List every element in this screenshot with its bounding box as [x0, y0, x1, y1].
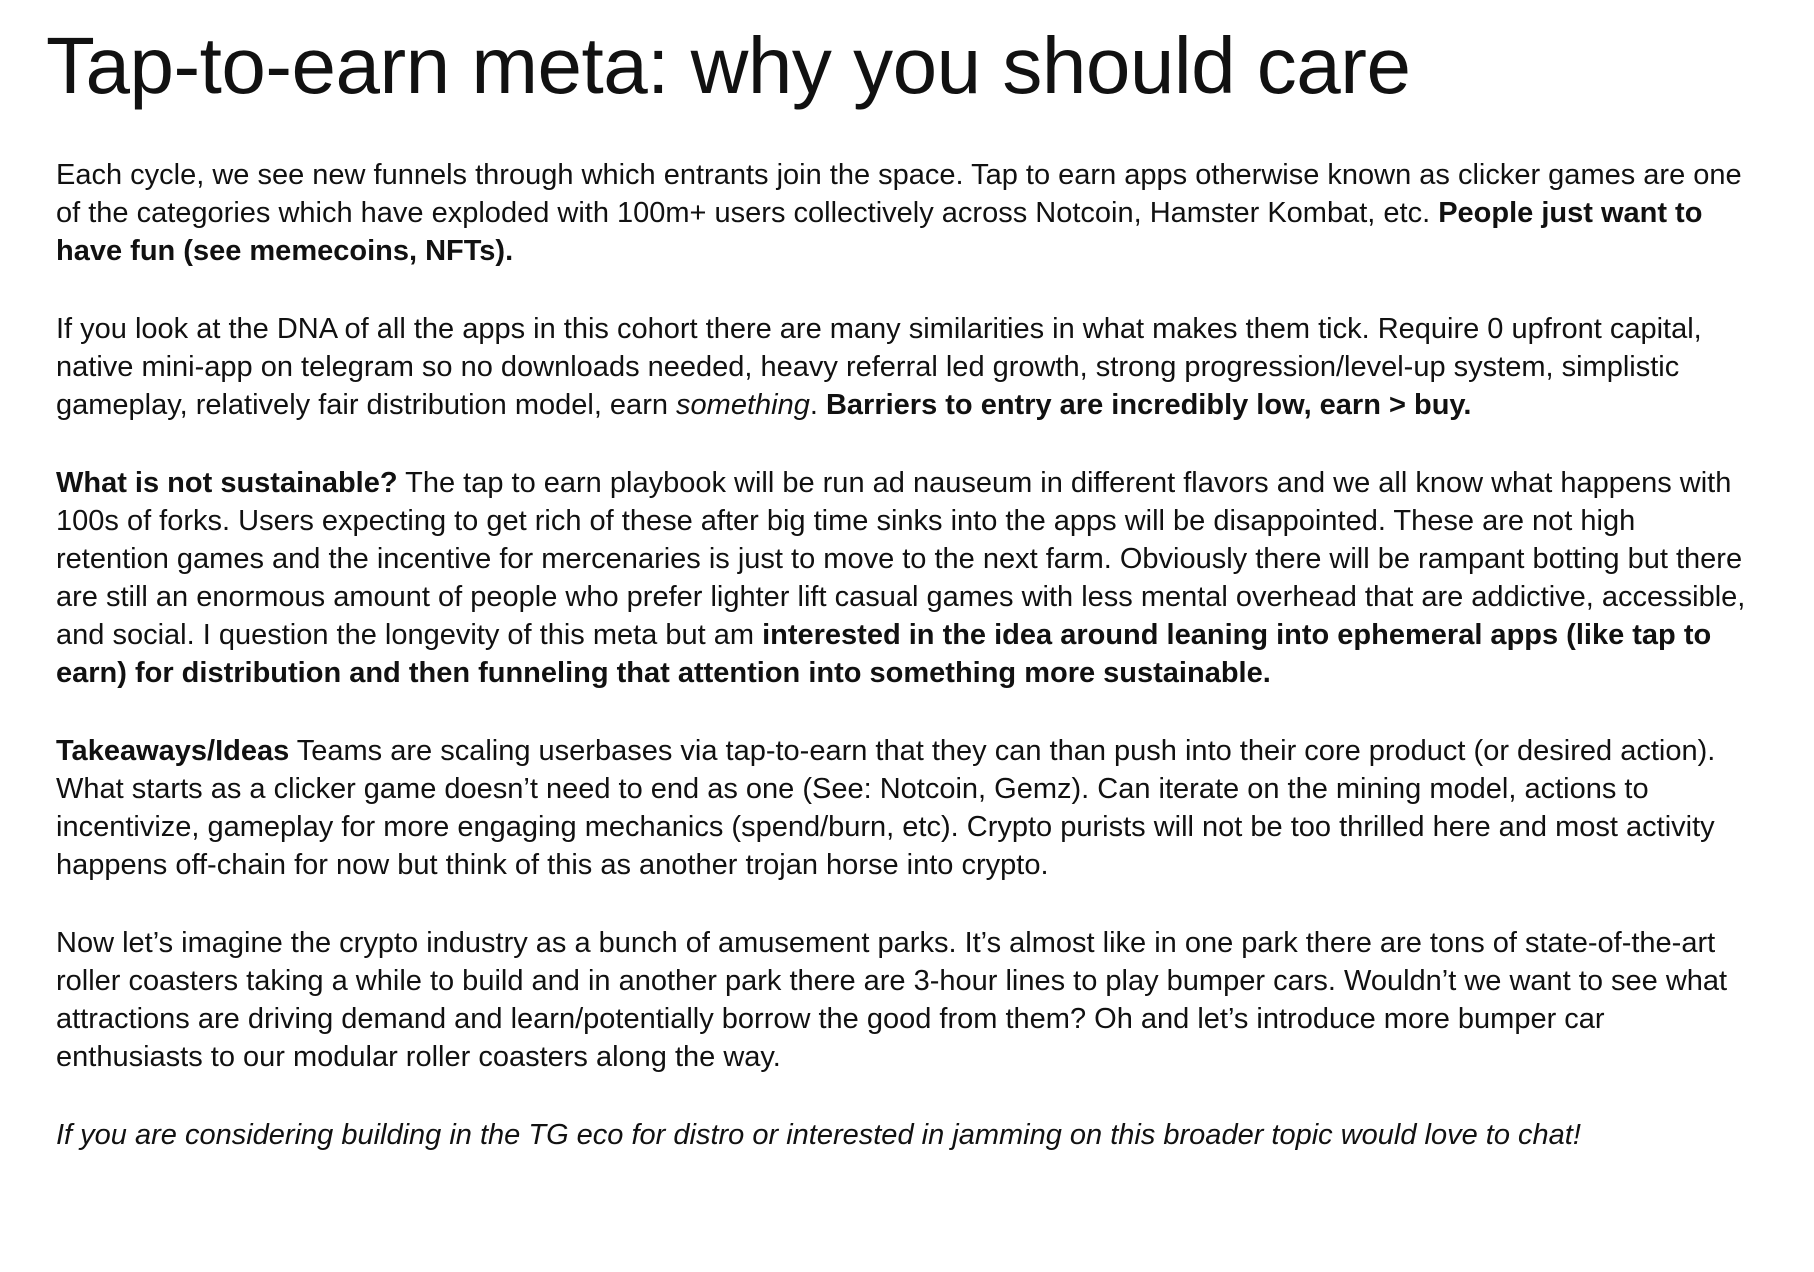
paragraph-intro — [56, 156, 1756, 270]
paragraph-dna-italic: something — [676, 389, 810, 421]
paragraph-dna-text-a: If you look at the DNA of all the apps in this cohort there are many similarities in what makes them tick. Require 0 upfront capital, native mini-app on telegram so no downloads needed, heavy referral led growth, strong progression/level-up system, simplistic gameplay, relatively fair distribution model, earn — [56, 313, 1702, 421]
slide-title: Tap-to-earn meta: why you should care — [46, 21, 1411, 110]
paragraph-sustainability — [56, 464, 1756, 692]
paragraph-sustainability-tail: interested in the idea around leaning into ephemeral apps (like tap to earn) for distribution and then funneling that attention into something more sustainable. — [56, 619, 1712, 689]
paragraph-call-to-action — [56, 1116, 1756, 1154]
paragraph-amusement-parks-text: Now let’s imagine the crypto industry as a bunch of amusement parks. It’s almost like in one park there are tons of state-of-the-art roller coasters taking a while to build and in another park there are 3-hour lines to play bumper cars. Wouldn’t we want to see what attractions are driving demand and learn/potentially borrow the good from them? Oh and let’s introduce more bumper car enthusiasts to our modular roller coasters along the way. — [56, 927, 1728, 1073]
paragraph-dna-bold: Barriers to entry are incredibly low, earn > buy. — [825, 389, 1472, 421]
paragraph-intro-bold: People just want to have fun (see memecoins, NFTs). — [56, 197, 1703, 267]
paragraph-takeaways-text: Teams are scaling userbases via tap-to-earn that they can than push into their core product (or desired action). What starts as a clicker game doesn’t need to end as one (See: Notcoin, Gemz). Can iterate on the mining model, actions to incentivize, gameplay for more engaging mechanics (spend/burn, etc). Crypto purists will not be too thrilled here and most activity happens off-chain for now but think of this as another trojan horse into crypto. — [56, 735, 1716, 881]
paragraph-call-to-action-italic: If you are considering building in the TG eco for distro or interested in jamming on this broader topic would love to chat! — [56, 1119, 1581, 1151]
slide-body — [56, 156, 1756, 1154]
paragraph-intro-text: Each cycle, we see new funnels through which entrants join the space. Tap to earn apps otherwise known as clicker games are one of the categories which have exploded with 100m+ users collectively across Notcoin, Hamster Kombat, etc. — [56, 159, 1742, 229]
paragraph-takeaways — [56, 732, 1756, 884]
paragraph-dna-text-b: . — [809, 389, 826, 421]
paragraph-sustainability-lead: What is not sustainable? — [56, 467, 398, 499]
paragraph-sustainability-text: The tap to earn playbook will be run ad nauseum in different flavors and we all know what happens with 100s of forks. Users expecting to get rich of these after big time sinks into the apps will be disappointed. These are not high retention games and the incentive for mercenaries is just to move to the next farm. Obviously there will be rampant botting but there are still an enormous amount of people who prefer lighter lift casual games with less mental overhead that are addictive, accessible, and social. I question the longevity of this meta but am — [56, 467, 1746, 651]
paragraph-dna — [56, 310, 1756, 424]
paragraph-takeaways-lead: Takeaways/Ideas — [56, 735, 290, 767]
paragraph-amusement-parks — [56, 924, 1756, 1076]
